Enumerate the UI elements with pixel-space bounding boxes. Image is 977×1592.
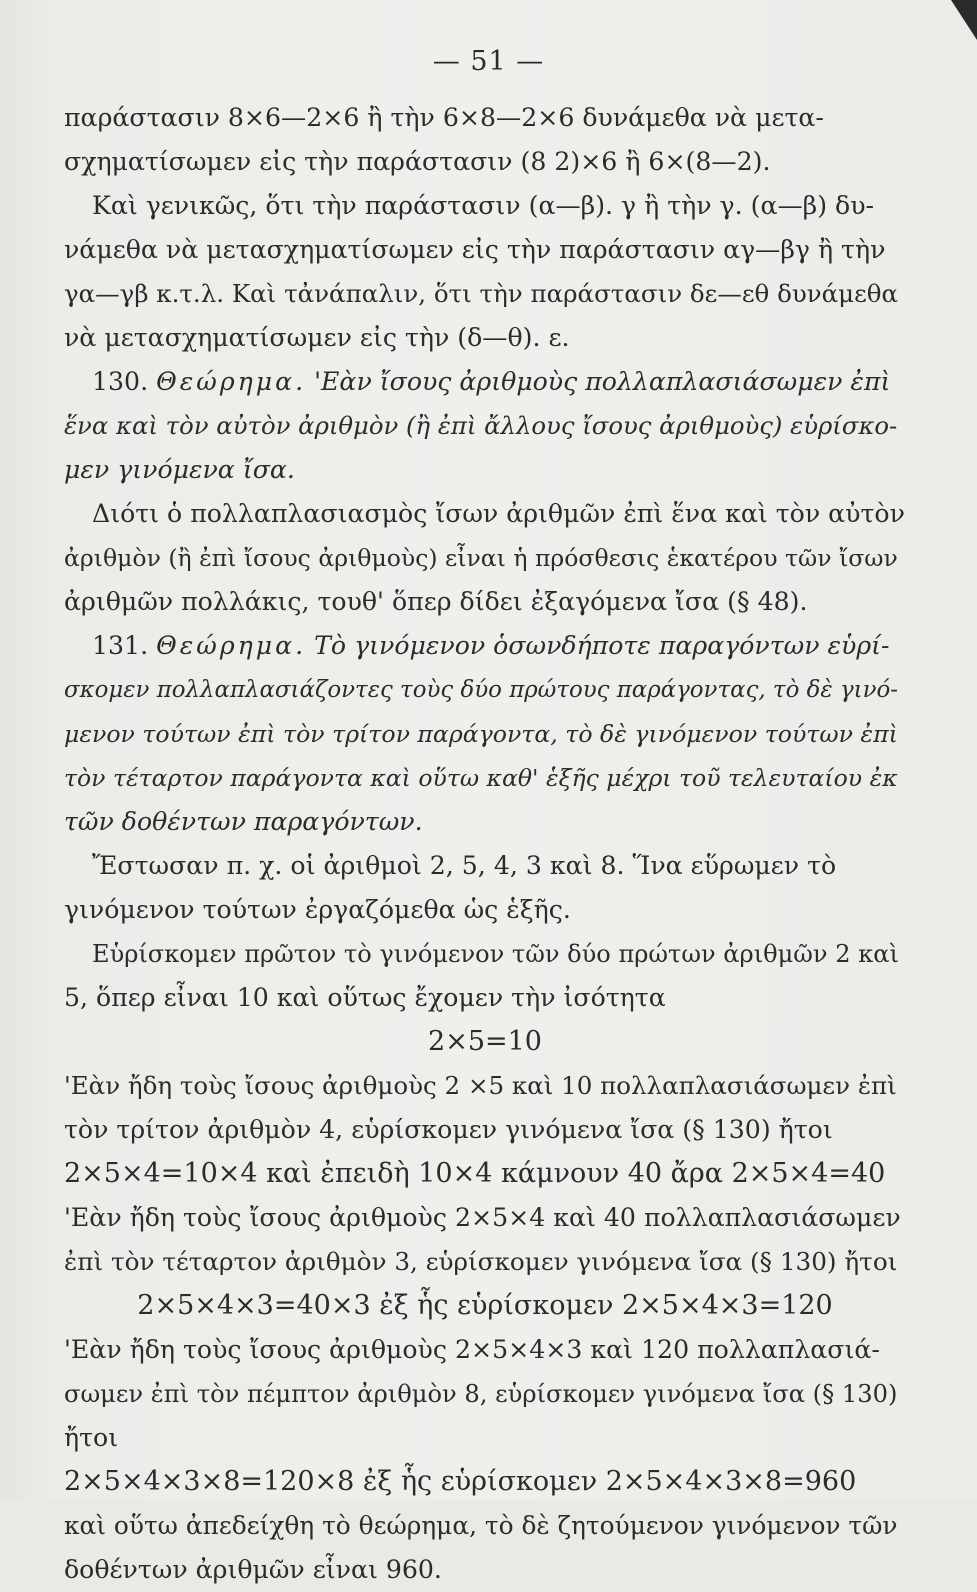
text-line — [64, 404, 906, 448]
theorem-statement-cont: σκομεν πολλαπλασιάζοντες τοὺς δύο πρώτους παράγοντας, τὸ δὲ γινό- — [64, 677, 898, 703]
text-line: 'Εὰν ἤδη τοὺς ἴσους ἀριθμοὺς 2 ×5 καὶ 10 πολλαπλασιάσωμεν ἐπὶ — [64, 1071, 897, 1100]
text-line: σχηματίσωμεν εἰς τὴν παράστασιν (8 2)×6 ἢ 6×(8—2). — [64, 147, 771, 176]
text-line: 'Εὰν ἤδη τοὺς ἴσους ἀριθμοὺς 2×5×4×3 καὶ 120 πολλαπλασιά- — [64, 1335, 880, 1364]
text-line: δοθέντων ἀριθμῶν εἶναι 960. — [64, 1555, 442, 1584]
text-line: τὸν τρίτον ἀριθμὸν 4, εὑρίσκομεν γινόμενα ἴσα (§ 130) ἤτοι — [64, 1115, 833, 1144]
theorem-statement: 'Εὰν ἴσους ἀριθμοὺς πολλαπλασιάσωμεν ἐπὶ — [314, 367, 891, 396]
text-line: 5, ὅπερ εἶναι 10 καὶ οὕτως ἔχομεν τὴν ἰσότητα — [64, 983, 666, 1012]
text-line: ἐπὶ τὸν τέταρτον ἀριθμὸν 3, εὑρίσκομεν γινόμενα ἴσα (§ 130) ἤτοι — [64, 1247, 898, 1276]
text-line — [64, 448, 906, 492]
theorem-statement-end: τῶν δοθέντων παραγόντων. — [64, 807, 423, 836]
theorem-131-heading — [64, 624, 906, 668]
text-line — [64, 712, 906, 756]
equation: 2×5×4×3=40×3 ἐξ ἧς εὑρίσκομεν 2×5×4×3=120 — [137, 1290, 833, 1321]
page-corner-shadow — [951, 0, 977, 40]
text-line: ἤτοι — [64, 1423, 119, 1452]
theorem-statement-cont: τὸν τέταρτον παράγοντα καὶ οὕτω καθ' ἑξῆς μέχρι τοῦ τελευταίου ἐκ — [64, 764, 898, 792]
text-line — [64, 668, 906, 712]
text-line: καὶ οὕτω ἀπεδείχθη τὸ θεώρημα, τὸ δὲ ζητούμενον γινόμενον τῶν — [64, 1511, 898, 1540]
text-line: Διότι ὁ πολλαπλασιασμὸς ἴσων ἀριθμῶν ἐπὶ ἕνα καὶ τὸν αὐτὸν — [92, 499, 905, 528]
page-body — [64, 96, 906, 1592]
theorem-130-heading — [64, 360, 906, 404]
text-line: νὰ μετασχηματίσωμεν εἰς τὴν (δ—θ). ε. — [64, 323, 570, 352]
text-line: 'Εὰν ἤδη τοὺς ἴσους ἀριθμοὺς 2×5×4 καὶ 40 πολλαπλασιάσωμεν — [64, 1203, 901, 1232]
equation: 2×5×4×3×8=120×8 ἐξ ἧς εὑρίσκομεν 2×5×4×3×8=960 — [64, 1466, 857, 1497]
text-line: Εὑρίσκομεν πρῶτον τὸ γινόμενον τῶν δύο πρώτων ἀριθμῶν 2 καὶ — [92, 940, 899, 968]
text-line — [64, 756, 906, 800]
equation: 2×5=10 — [428, 1026, 542, 1057]
text-line: σωμεν ἐπὶ τὸν πέμπτον ἀριθμὸν 8, εὑρίσκομεν γινόμενα ἴσα (§ 130) — [64, 1380, 898, 1408]
theorem-statement: Τὸ γινόμενον ὁσωνδήποτε παραγόντων εὑρί- — [314, 631, 890, 660]
theorem-statement-end: μεν γινόμενα ἴσα. — [64, 455, 295, 484]
text-line — [64, 800, 906, 844]
theorem-label: Θεώρημα. — [156, 631, 307, 660]
text-line: Ἔστωσαν π. χ. οἱ ἀριθμοὶ 2, 5, 4, 3 καὶ 8. Ἵνα εὕρωμεν τὸ — [92, 851, 837, 880]
text-line: ἀριθμῶν πολλάκις, τουθ' ὅπερ δίδει ἐξαγόμενα ἴσα (§ 48). — [64, 587, 808, 616]
text-line: παράστασιν 8×6—2×6 ἢ τὴν 6×8—2×6 δυνάμεθα νὰ μετα- — [64, 103, 824, 132]
equation: 2×5×4=10×4 καὶ ἐπειδὴ 10×4 κάμνουν 40 ἄρα 2×5×4=40 — [64, 1158, 886, 1189]
page-number: — 51 — — [432, 46, 545, 77]
text-line: Καὶ γενικῶς, ὅτι τὴν παράστασιν (α—β). γ ἢ τὴν γ. (α—β) δυ- — [92, 191, 875, 220]
text-line: γινόμενον τούτων ἐργαζόμεθα ὡς ἑξῆς. — [64, 895, 571, 924]
theorem-label: Θεώρημα. — [156, 367, 307, 396]
theorem-number: 131. — [92, 631, 149, 660]
text-line: ἀριθμὸν (ἢ ἐπὶ ἴσους ἀριθμοὺς) εἶναι ἡ πρόσθεσις ἑκατέρου τῶν ἴσων — [64, 544, 898, 572]
text-line: γα—γβ κ.τ.λ. Καὶ τἀνάπαλιν, ὅτι τὴν παράστασιν δε—εθ δυνάμεθα — [64, 279, 899, 308]
text-line: νάμεθα νὰ μετασχηματίσωμεν εἰς τὴν παράστασιν αγ—βγ ἢ τὴν — [64, 235, 886, 264]
theorem-statement-cont: ἕνα καὶ τὸν αὐτὸν ἀριθμὸν (ἢ ἐπὶ ἄλλους ἴσους ἀριθμοὺς) εὑρίσκο- — [64, 411, 898, 440]
theorem-number: 130. — [92, 367, 149, 396]
theorem-statement-cont: μενον τούτων ἐπὶ τὸν τρίτον παράγοντα, τὸ δὲ γινόμενον τούτων ἐπὶ — [64, 720, 898, 748]
